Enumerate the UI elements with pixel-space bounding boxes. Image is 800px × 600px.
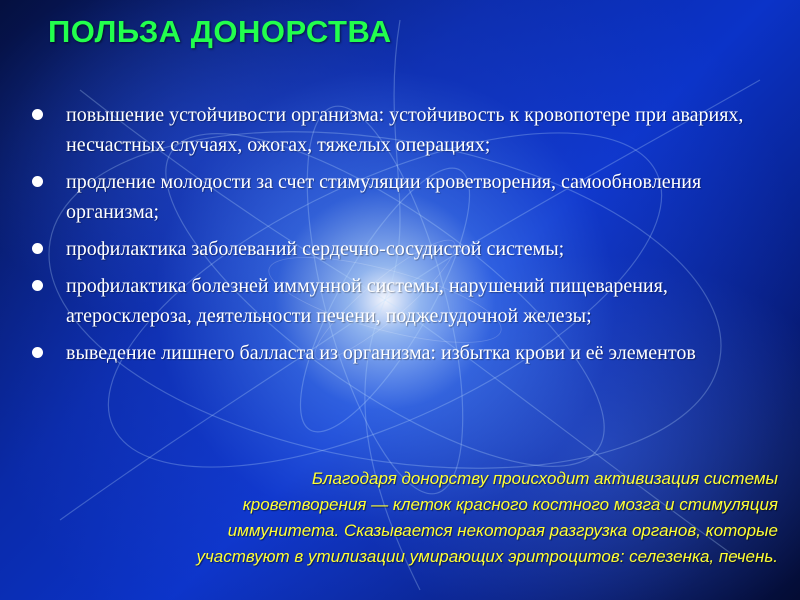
benefit-item (30, 100, 770, 160)
bullet-icon (32, 280, 43, 291)
summary-note (38, 466, 778, 570)
note-line: иммунитета. Сказывается некоторая разгрузка органов, которые (227, 521, 778, 540)
bullet-icon (32, 243, 43, 254)
benefit-text: профилактика болезней иммунной системы, нарушений пищеварения, атеросклероза, деятельности печени, поджелудочной железы; (66, 275, 668, 327)
benefits-list (30, 100, 770, 375)
slide-title: ПОЛЬЗА ДОНОРСТВА (48, 14, 392, 49)
benefit-text: продление молодости за счет стимуляции кроветворения, самообновления организма; (66, 171, 702, 223)
benefit-item (30, 338, 770, 368)
bullet-icon (32, 176, 43, 187)
benefit-text: повышение устойчивости организма: устойчивость к кровопотере при авариях, несчастных случаях, ожогах, тяжелых операциях; (66, 104, 744, 156)
benefit-text: выведение лишнего балласта из организма: избытка крови и её элементов (66, 342, 696, 364)
bullet-icon (32, 347, 43, 358)
note-line: кроветворения — клеток красного костного мозга и стимуляция (242, 495, 778, 514)
note-line: Благодаря донорству происходит активизация системы (311, 469, 778, 488)
benefit-item (30, 271, 770, 331)
note-line: участвуют в утилизации умирающих эритроцитов: селезенка, печень. (196, 547, 778, 566)
benefit-item (30, 167, 770, 227)
benefit-item (30, 234, 770, 264)
benefit-text: профилактика заболеваний сердечно-сосудистой системы; (66, 238, 565, 260)
bullet-icon (32, 109, 43, 120)
